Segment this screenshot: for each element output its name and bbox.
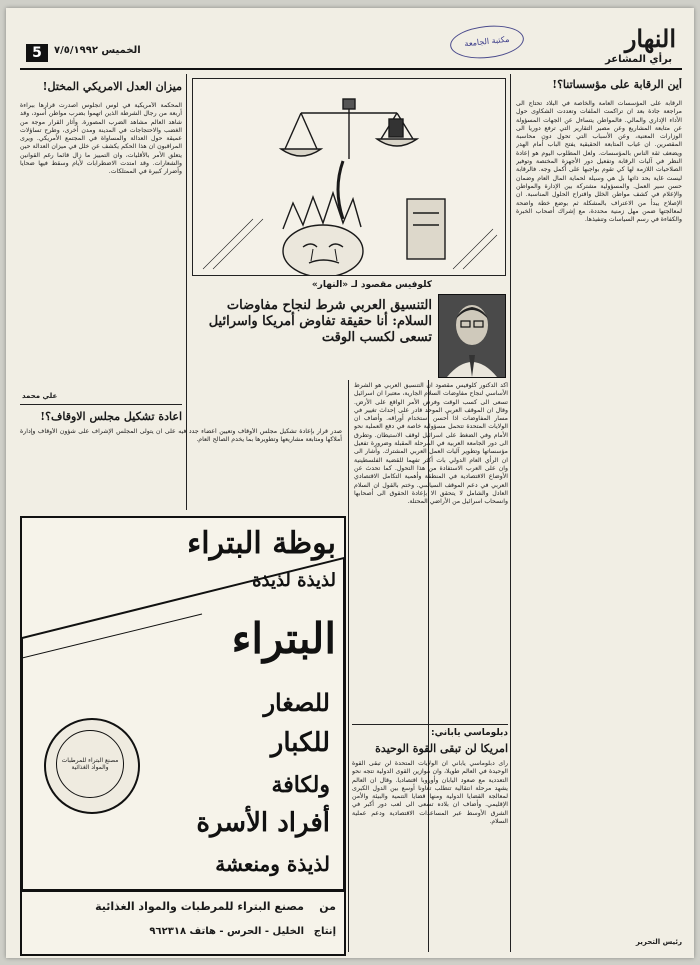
bottom-body-text: رأى دبلوماسي ياباني ان الولايات المتحدة لن تبقى القوة الوحيدة في العالم طويلا، وان موازين القوى الدولية تتجه نحو التعددية مع صعود اليابان وأوروبا اقتصاديا. وقال ان العالم يشهد مرحلة انتقالية تتطلب تعاونا أوسع بين الدول الكبرى لمعالجة القضايا الدولية ومنها قضايا التنمية والبيئة والأمن الإقليمي. وأضاف ان بلاده تسعى الى لعب دور أكبر في الشرق الأوسط عبر المساعدات الاقتصادية ودعم عملية السلام. bbox=[352, 760, 508, 826]
petra-ice-cream-ad bbox=[20, 516, 346, 956]
left-signature: علي محمد bbox=[22, 392, 58, 400]
waqf-body-text: صدر قرار بإعادة تشكيل مجلس الأوقاف وتعيين أعضاء جدد فيه على ان يتولى المجلس الإشراف على شؤون الأوقاف وإدارة أملاكها ومتابعة مشاريعها وتطويرها بما يخدم الصالح العام. bbox=[20, 428, 342, 444]
library-stamp: مكتبة الجامعة bbox=[449, 22, 526, 62]
ad-footer-title: مصنع البتراء للمرطبات والمواد الغذائية bbox=[95, 900, 304, 913]
masthead-logo: النهار bbox=[624, 24, 676, 53]
right-column-body bbox=[516, 100, 682, 930]
left-column-body bbox=[20, 102, 182, 388]
column-divider bbox=[348, 380, 349, 952]
interview-body-right bbox=[354, 382, 508, 720]
ad-title: بوظة البتراء bbox=[187, 526, 336, 561]
ad-seal bbox=[44, 718, 140, 814]
statue-face bbox=[283, 225, 363, 275]
ad-subtitle: لذيذة لذيذة bbox=[252, 570, 336, 591]
right-headline: أين الرقابة على مؤسساتنا؟! bbox=[552, 78, 682, 91]
weight-block bbox=[389, 119, 403, 137]
tablet bbox=[407, 199, 445, 259]
interview-body-text: أكد الدكتور كلوفيس مقصود ان التنسيق العربي هو الشرط الأساسي لنجاح مفاوضات السلام الجارية، معتبرا ان اسرائيل تسعى الى كسب الوقت وفرض الأمر الواقع على الأرض. وقال ان الموقف العربي الموحد قادر على إحداث تغيير في مسار المفاوضات اذا أحسن استخدام أوراقه. وأضاف ان الولايات المتحدة تتحمل مسؤولية خاصة في دفع العملية نحو الأمام وفي الضغط على اسرائيل لوقف الاستيطان. وتطرق الى دور الجامعة العربية في المرحلة المقبلة وضرورة تفعيل مؤسساتها وتطوير آليات العمل العربي المشترك. وأشار الى ان الرأي العام الدولي بات أكثر تفهما للقضية الفلسطينية وان على العرب الاستفادة من هذا التحول. كما تحدث عن الأوضاع الاقتصادية في المنطقة وأهمية التكامل الاقتصادي العربي في دعم الموقف السياسي. وختم بالقول ان السلام العادل والشامل لا يتحقق الا بإعادة الحقوق الى أصحابها وانسحاب اسرائيل من الأراضي المحتلة. bbox=[354, 382, 508, 506]
scale-pan-right bbox=[377, 139, 417, 146]
page-header bbox=[20, 22, 682, 70]
ad-slogan-family: أفراد الأسرة bbox=[196, 808, 330, 838]
section-rule bbox=[352, 724, 508, 725]
interview-photo bbox=[438, 294, 506, 378]
bottom-article-body bbox=[352, 760, 508, 950]
ad-footer-address: الخليل - الحرس - هاتف ٩٦٢٣١٨ bbox=[149, 926, 304, 937]
crown-icon bbox=[283, 193, 361, 229]
ad-slogan-all: ولكافة bbox=[271, 772, 330, 798]
ad-tagline: لذيذة ومنعشة bbox=[215, 852, 330, 876]
newspaper-page bbox=[6, 8, 694, 958]
bottom-headline: امريكا لن تبقى القوة الوحيدة bbox=[375, 742, 508, 755]
ad-seal-text: مصنع البتراء للمرطبات والمواد الغذائية bbox=[56, 730, 124, 798]
ad-brand: البتراء bbox=[231, 614, 336, 663]
bottom-kicker: دبلوماسي ياباني: bbox=[431, 728, 508, 738]
portrait-image bbox=[439, 295, 505, 377]
ad-footer-produce: إنتاج bbox=[313, 926, 336, 937]
section-title: برأي المشاعر bbox=[605, 54, 672, 65]
column-divider bbox=[510, 74, 511, 952]
issue-date: الخميس ٧/٥/١٩٩٢ bbox=[54, 45, 141, 56]
page-number: 5 bbox=[26, 44, 48, 62]
waqf-headline: اعادة تشكيل مجلس الاوقاف؟! bbox=[40, 410, 182, 423]
ad-footer bbox=[22, 890, 344, 954]
ad-slogan-kids: للصغار bbox=[263, 688, 330, 717]
section-rule bbox=[20, 404, 182, 405]
interview-kicker: كلوفيس مقصود لـ «النهار» bbox=[311, 280, 432, 290]
interview-headline: التنسيق العربي شرط لنجاح مفاوضات السلام: أنا حقيقة تفاوض أمريكا واسرائيل تسعى لكسب الوقت bbox=[208, 298, 432, 345]
left-body-text: المحكمة الأمريكية في لوس انجلوس أصدرت قرارها ببراءة أربعة من رجال الشرطة الذين اتهموا بضرب مواطن أسود، وقد شاهد العالم مشاهد الضرب المصورة. وأثار القرار موجة من الغضب والاحتجاجات في المدينة ومدن أخرى، وطرح تساؤلات عميقة حول العدالة والمساواة في المجتمع الأمريكي. ويرى المراقبون ان هذا الحكم يكشف عن خلل في ميزان العدالة حين يتعلق الأمر بالأقليات، وان التمييز ما زال قائما رغم القوانين والشعارات. وقد امتدت الاضطرابات لأيام وسقط فيها ضحايا وأضرار كبيرة في الممتلكات. bbox=[20, 102, 182, 176]
waqf-body bbox=[20, 428, 342, 508]
right-body-text: الرقابة على المؤسسات العامة والخاصة في البلاد تحتاج الى مراجعة جادة بعد ان تراكمت الملفات وتعددت الشكاوى حول الأداء الإداري والمالي. فالمواطن يتساءل عن الجهات المسؤولة عن متابعة المشاريع وعن مصير التقارير التي ترفع دوريا الى الوزارات المعنية، وعن الأسباب التي تحول دون محاسبة المقصرين. ان غياب المتابعة الحقيقية يفتح الباب أمام الهدر ويضعف ثقة الناس بالمؤسسات. ولعل المطلوب اليوم هو إعادة النظر في آليات الرقابة وتفعيل دور الأجهزة المختصة وتوفير الصلاحيات اللازمة لها كي تقوم بواجبها على أكمل وجه. فالرقابة ليست غاية بحد ذاتها بل هي وسيلة لحماية المال العام وضمان حسن سير العمل. والمسؤولية مشتركة بين الإدارة والمواطن والإعلام في كشف مواطن الخلل واقتراح الحلول المناسبة. ان الإصلاح يبدأ من الاعتراف بالمشكلة ثم بوضع خطة واضحة لمعالجتها ضمن مهل زمنية محددة، مع إشراك أصحاب الخبرة والكفاءة في رسم السياسات وتنفيذها. bbox=[516, 100, 682, 224]
cartoon-illustration bbox=[193, 79, 505, 275]
ad-slogan-adults: للكبار bbox=[270, 728, 330, 758]
scale-pan-left bbox=[281, 149, 321, 156]
right-signature: رئيس التحرير bbox=[635, 938, 682, 946]
ad-footer-from: من bbox=[319, 900, 336, 913]
left-headline: ميزان العدل الامريكي المختل! bbox=[42, 80, 182, 93]
statue-of-liberty-cartoon bbox=[192, 78, 506, 276]
